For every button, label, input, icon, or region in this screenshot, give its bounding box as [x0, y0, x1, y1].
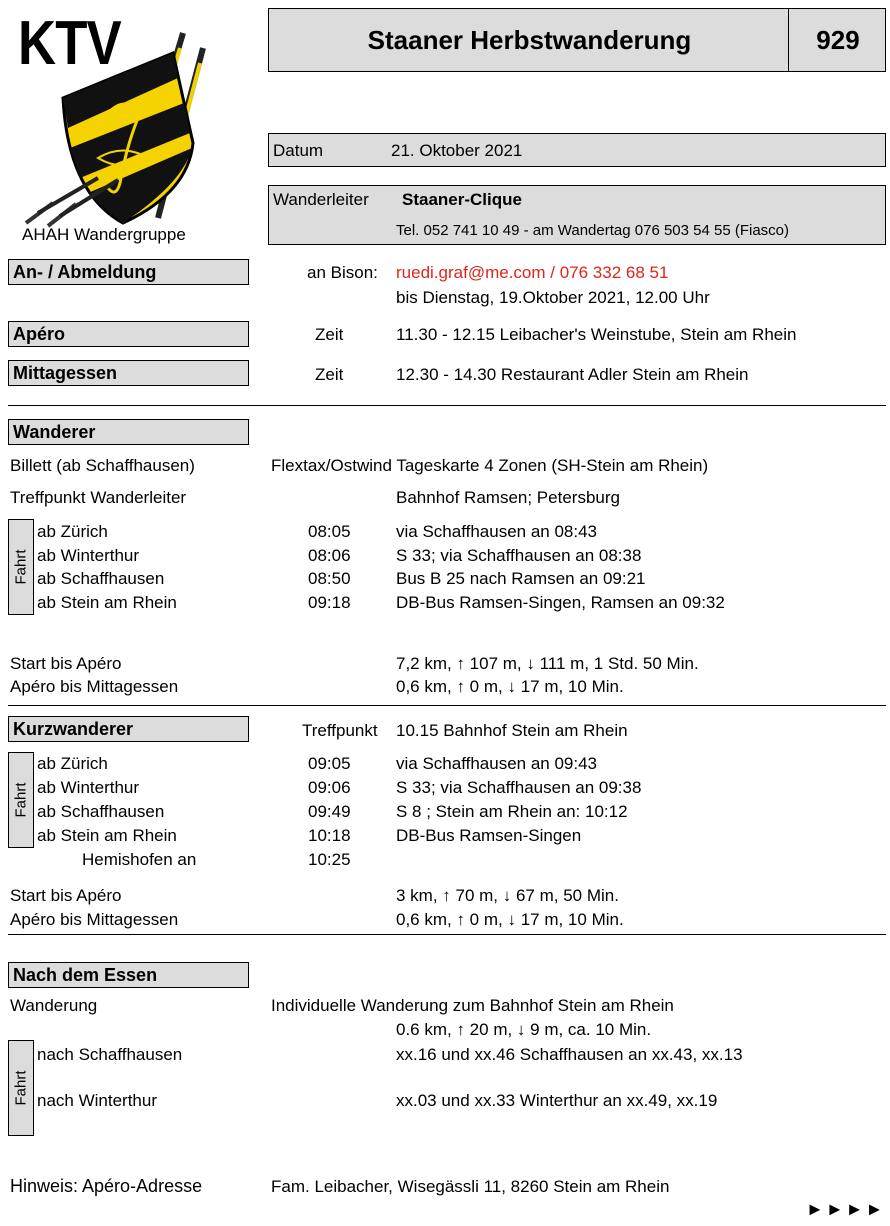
tour-number: 929: [816, 25, 860, 55]
schedule-info: S 33; via Schaffhausen an 08:38: [396, 546, 642, 565]
divider: [8, 934, 886, 935]
leader-box: [268, 185, 886, 245]
logo-shield-icon: [8, 8, 258, 238]
nach-info: xx.03 und xx.33 Winterthur an xx.49, xx.19: [396, 1091, 718, 1110]
schedule-info: S 8 ; Stein am Rhein an: 10:12: [396, 802, 628, 821]
fahrt-label: Fahrt: [12, 1070, 30, 1106]
schedule-from: ab Schaffhausen: [37, 802, 165, 821]
schedule-from: ab Stein am Rhein: [37, 826, 177, 845]
schedule-time: 08:50: [308, 569, 351, 588]
schedule-info: S 33; via Schaffhausen an 09:38: [396, 778, 642, 797]
logo: [8, 8, 258, 253]
leader-label: Wanderleiter: [273, 190, 369, 209]
apero-route-value: 0,6 km, ↑ 0 m, ↓ 17 m, 10 Min.: [396, 677, 624, 696]
mittag-value: 12.30 - 14.30 Restaurant Adler Stein am Rhein: [396, 365, 749, 384]
nach-wanderung-detail: 0.6 km, ↑ 20 m, ↓ 9 m, ca. 10 Min.: [396, 1020, 652, 1039]
leader-name: Staaner-Clique: [402, 190, 522, 209]
nach-wanderung-value: Individuelle Wanderung zum Bahnhof Stein am Rhein: [271, 996, 674, 1015]
schedule-from: ab Zürich: [37, 754, 108, 773]
anmeldung-contact-link[interactable]: ruedi.graf@me.com / 076 332 68 51: [396, 263, 669, 282]
start-value: 7,2 km, ↑ 107 m, ↓ 111 m, 1 Std. 50 Min.: [396, 654, 699, 673]
page-title: Staaner Herbstwanderung: [367, 25, 692, 55]
fahrt-label-box: [8, 1040, 34, 1136]
schedule-from: ab Zürich: [37, 522, 108, 541]
schedule-time: 10:18: [308, 826, 351, 845]
schedule-time: 08:05: [308, 522, 351, 541]
kurz-apero-label: Apéro bis Mittagessen: [10, 910, 179, 929]
schedule-info: DB-Bus Ramsen-Singen: [396, 826, 582, 845]
logo-brand: KTV: [18, 9, 121, 78]
mittag-label: Zeit: [315, 365, 344, 384]
datum-box: [268, 133, 886, 167]
apero-label: Zeit: [315, 325, 344, 344]
start-label: Start bis Apéro: [10, 654, 122, 673]
divider: [8, 405, 886, 406]
schedule-from: ab Winterthur: [37, 546, 140, 565]
schedule-from: ab Stein am Rhein: [37, 593, 177, 612]
apero-value: 11.30 - 12.15 Leibacher's Weinstube, Stein am Rhein: [396, 325, 797, 344]
nach-info: xx.16 und xx.46 Schaffhausen an xx.43, xx.13: [396, 1045, 743, 1064]
schedule-info: DB-Bus Ramsen-Singen, Ramsen an 09:32: [396, 593, 725, 612]
kurz-treff-value: 10.15 Bahnhof Stein am Rhein: [396, 721, 628, 740]
nach-to: nach Winterthur: [37, 1091, 157, 1110]
schedule-info: via Schaffhausen an 09:43: [396, 754, 598, 773]
treff-value: Bahnhof Ramsen; Petersburg: [396, 488, 620, 507]
nach-to: nach Schaffhausen: [37, 1045, 183, 1064]
billett-label: Billett (ab Schaffhausen): [10, 456, 195, 475]
fahrt-label: Fahrt: [12, 549, 30, 585]
apero-route-label: Apéro bis Mittagessen: [10, 677, 179, 696]
kurz-start-value: 3 km, ↑ 70 m, ↓ 67 m, 50 Min.: [396, 886, 619, 905]
section-apero: Apéro: [8, 321, 249, 347]
continue-arrows-icon[interactable]: ►►►►: [806, 1199, 886, 1219]
schedule-info: Bus B 25 nach Ramsen an 09:21: [396, 569, 646, 588]
number-box: [788, 8, 886, 72]
schedule-time: 09:49: [308, 802, 351, 821]
schedule-from: ab Schaffhausen: [37, 569, 165, 588]
section-kurzwanderer: Kurzwanderer: [8, 716, 249, 742]
divider: [8, 705, 886, 706]
hemishofen-label: Hemishofen an: [82, 850, 197, 869]
schedule-info: via Schaffhausen an 08:43: [396, 522, 598, 541]
kurz-apero-value: 0,6 km, ↑ 0 m, ↓ 17 m, 10 Min.: [396, 910, 624, 929]
hemishofen-time: 10:25: [308, 850, 351, 869]
hinweis-label: Hinweis: Apéro-Adresse: [10, 1176, 203, 1196]
datum-label: Datum: [273, 141, 324, 160]
kurz-start-label: Start bis Apéro: [10, 886, 122, 905]
section-nach-dem-essen: Nach dem Essen: [8, 962, 249, 988]
fahrt-label-box: [8, 752, 34, 848]
anmeldung-label: an Bison:: [307, 263, 378, 282]
schedule-time: 09:05: [308, 754, 351, 773]
kurz-treff-label: Treffpunkt: [302, 721, 378, 740]
section-mittagessen: Mittagessen: [8, 360, 249, 386]
schedule-time: 08:06: [308, 546, 351, 565]
section-wanderer: Wanderer: [8, 419, 249, 445]
hinweis-value: Fam. Leibacher, Wisegässli 11, 8260 Stein am Rhein: [271, 1177, 670, 1196]
datum-value: 21. Oktober 2021: [391, 141, 523, 160]
section-anmeldung: An- / Abmeldung: [8, 259, 249, 285]
fahrt-label-box: [8, 519, 34, 615]
leader-tel: Tel. 052 741 10 49 - am Wandertag 076 503 54 55 (Fiasco): [396, 222, 790, 239]
fahrt-label: Fahrt: [12, 782, 30, 818]
schedule-time: 09:18: [308, 593, 351, 612]
billett-value: Flextax/Ostwind Tageskarte 4 Zonen (SH-Stein am Rhein): [271, 456, 709, 475]
title-box: [268, 8, 789, 72]
treff-label: Treffpunkt Wanderleiter: [10, 488, 187, 507]
schedule-from: ab Winterthur: [37, 778, 140, 797]
nach-wanderung-label: Wanderung: [10, 996, 98, 1015]
schedule-time: 09:06: [308, 778, 351, 797]
logo-subtitle: AHAH Wandergruppe: [22, 225, 186, 244]
anmeldung-deadline: bis Dienstag, 19.Oktober 2021, 12.00 Uhr: [396, 288, 710, 307]
